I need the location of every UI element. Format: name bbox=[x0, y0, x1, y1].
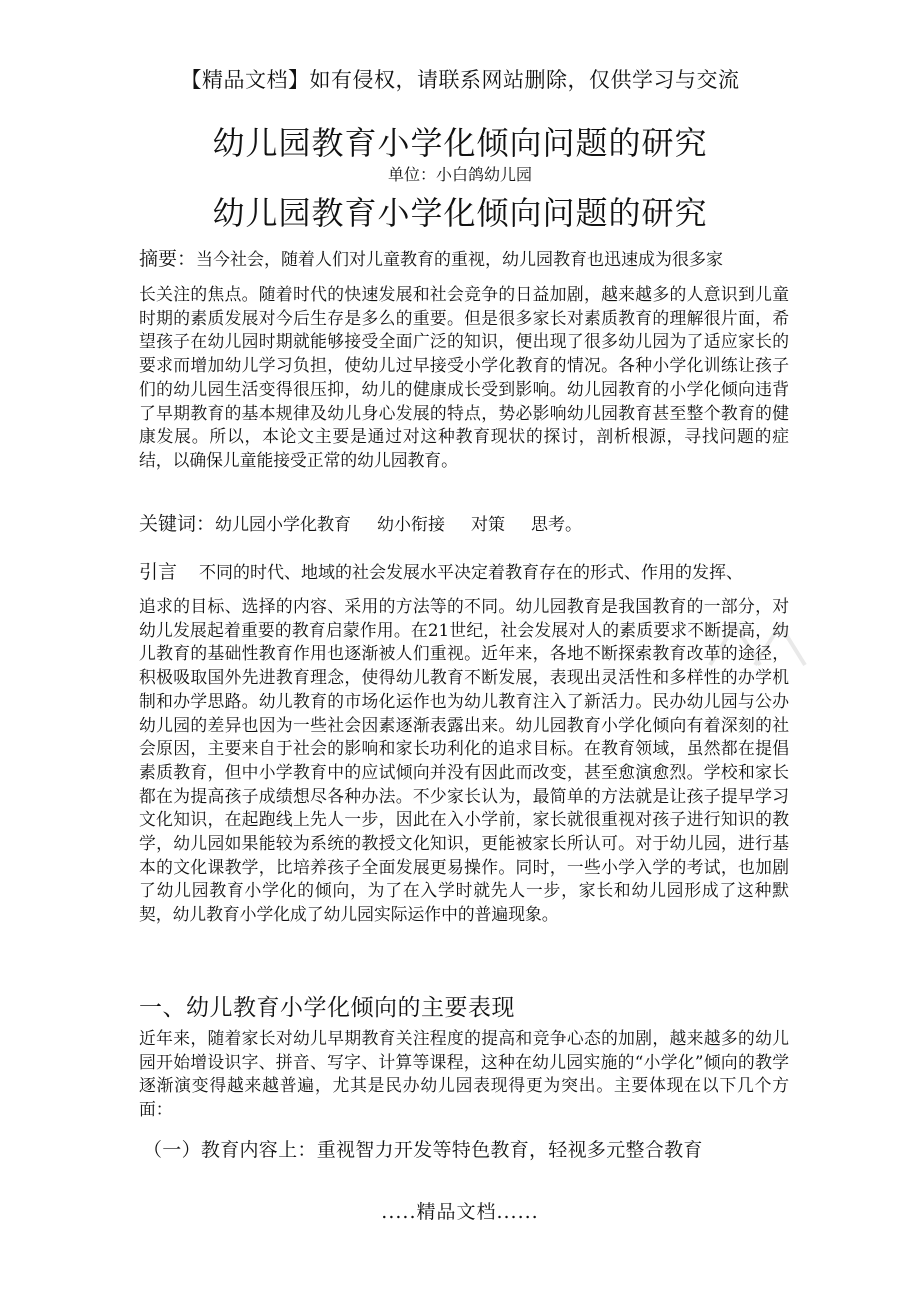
keyword-item: 幼儿园小学化教育 bbox=[215, 515, 352, 535]
section-heading: 一、幼儿教育小学化倾向的主要表现 bbox=[139, 995, 515, 1021]
introduction-body: 追求的目标、选择的内容、采用的方法等的不同。幼儿园教育是我国教育的一部分，对幼儿发展起着重要的教育启蒙作用。在21世纪，社会发展对人的素质要求不断提高，幼儿教育的基础性教育作用也逐渐被人们重视。近年来，各地不断探索教育改革的途径，积极吸取国外先进教育理念，使得幼儿教育不断发展，表现出灵活性和多样性的办学机制和办学思路。幼儿教育的市场化运作也为幼儿教育注入了新活力。民办幼儿园与公办幼儿园的差异也因为一些社会因素逐渐表露出来。幼儿园教育小学化倾向有着深刻的社会原因，主要来自于社会的影响和家长功利化的追求目标。在教育领域，虽然都在提倡素质教育，但中小学教育中的应试倾向并没有因此而改变，甚至愈演愈烈。学校和家长都在为提高孩子成绩想尽各种办法。不少家长认为，最简单的方法就是让孩子提早学习文化知识，在起跑线上先人一步，因此在入小学前，家长就很重视对孩子进行知识的教学，幼儿园如果能较为系统的教授文化知识，更能被家长所认可。对于幼儿园，进行基本的文化课教学，比培养孩子全面发展更易操作。同时，一些小学入学的考试，也加剧了幼儿园教育小学化的倾向，为了在入学时就先人一步，家长和幼儿园形成了这种默契，幼儿教育小学化成了幼儿园实际运作中的普遍现象。 bbox=[139, 596, 789, 925]
section-body: 近年来，随着家长对幼儿早期教育关注程度的提高和竞争心态的加剧，越来越多的幼儿园开始增设识字、拼音、写字、计算等课程，这种在幼儿园实施的“小学化”倾向的教学逐渐演变得越来越普遍，尤其是民办幼儿园表现得更为突出。主要体现在以下几个方面： bbox=[139, 1028, 789, 1120]
watermark-logo bbox=[700, 615, 810, 675]
keyword-item: 思考。 bbox=[531, 515, 583, 535]
document-title: 幼儿园教育小学化倾向问题的研究 bbox=[212, 124, 708, 162]
abstract-first-line bbox=[139, 244, 799, 275]
keywords-label: 关键词： bbox=[139, 513, 216, 535]
abstract-body: 长关注的焦点。随着时代的快速发展和社会竞争的日益加剧，越来越多的人意识到儿童时期的素质发展对今后生存是多么的重要。但是很多家长对素质教育的理解很片面，希望孩子在幼儿园时期就能够接受全面广泛的知识，便出现了很多幼儿园为了适应家长的要求而增加幼儿学习负担，使幼儿过早接受小学化教育的情况。各种小学化训练让孩子们的幼儿园生活变得很压抑，幼儿的健康成长受到影响。幼儿园教育的小学化倾向违背了早期教育的基本规律及幼儿身心发展的特点，势必影响幼儿园教育甚至整个教育的健康发展。所以，本论文主要是通过对这种教育现状的探讨，剖析根源，寻找问题的症结，以确保儿童能接受正常的幼儿园教育。 bbox=[139, 284, 789, 470]
subsection-heading: （一）教育内容上：重视智力开发等特色教育，轻视多元整合教育 bbox=[143, 1139, 703, 1161]
introduction-first-line bbox=[139, 557, 799, 588]
introduction-label: 引言 bbox=[139, 561, 178, 583]
keywords-line bbox=[139, 509, 799, 540]
keyword-item: 幼小衔接 bbox=[377, 515, 446, 535]
keyword-item: 对策 bbox=[471, 515, 506, 535]
unit-line: 单位：小白鸽幼儿园 bbox=[387, 165, 532, 184]
introduction-first-text: 不同的时代、地域的社会发展水平决定着教育存在的形式、作用的发挥、 bbox=[199, 563, 744, 583]
abstract-first-text: 当今社会，随着人们对儿童教育的重视，幼儿园教育也迅速成为很多家 bbox=[196, 250, 724, 270]
header-banner: 【精品文档】如有侵权，请联系网站删除，仅供学习与交流 bbox=[180, 68, 740, 92]
abstract-label: 摘要： bbox=[139, 248, 197, 270]
footer-text: .....精品文档...... bbox=[381, 1201, 539, 1223]
document-title-repeat: 幼儿园教育小学化倾向问题的研究 bbox=[212, 194, 708, 232]
